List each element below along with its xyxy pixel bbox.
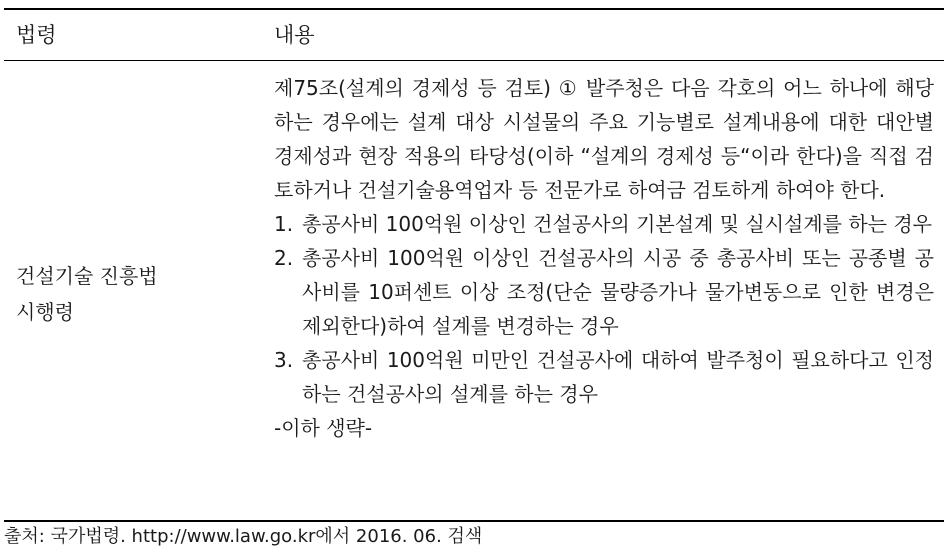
header-law: 법령: [16, 23, 57, 47]
content-cell: [274, 71, 934, 445]
table-row: [4, 61, 944, 520]
item-number: 2.: [274, 246, 294, 270]
law-name-line1: 건설기술 진흥법: [16, 264, 158, 288]
omitted-note: -이하 생략-: [274, 416, 373, 440]
list-item: [274, 207, 934, 241]
article-text: 제75조(설계의 경제성 등 검토) ① 발주청은 다음 각호의 어느 하나에 해당하는 경우에는 설계 대상 시설물의 주요 기능별로 설계내용에 대한 대안별 경제성과 현장 적용의 타당성(이하 “설계의 경제성 등“이라 한다)을 직접 검토하거나 건설기술용역업자 등 전문가로 하여금 검토하게 하여야 한다.: [274, 76, 934, 202]
source-caption: 출처: 국가법령. http://www.law.go.kr에서 2016. 06. 검색: [4, 526, 483, 547]
item-text: 총공사비 100억원 미만인 건설공사에 대하여 발주청이 필요하다고 인정하는 건설공사의 설계를 하는 경우: [302, 348, 934, 406]
item-number: 3.: [274, 348, 294, 372]
item-list: [274, 207, 934, 411]
header-content: 내용: [274, 23, 315, 47]
item-number: 1.: [274, 212, 294, 236]
law-table: [4, 8, 944, 522]
item-text: 총공사비 100억원 이상인 건설공사의 기본설계 및 실시설계를 하는 경우: [302, 212, 932, 236]
table-header: [4, 10, 944, 61]
law-name-cell: [16, 258, 158, 330]
list-item: [274, 241, 934, 343]
item-text: 총공사비 100억원 이상인 건설공사의 시공 중 총공사비 또는 공종별 공사비를 10퍼센트 이상 조정(단순 물량증가나 물가변동으로 인한 변경은 제외한다)하여 설계를 변경하는 경우: [302, 246, 934, 338]
law-name-line2: 시행령: [16, 300, 74, 324]
list-item: [274, 343, 934, 411]
